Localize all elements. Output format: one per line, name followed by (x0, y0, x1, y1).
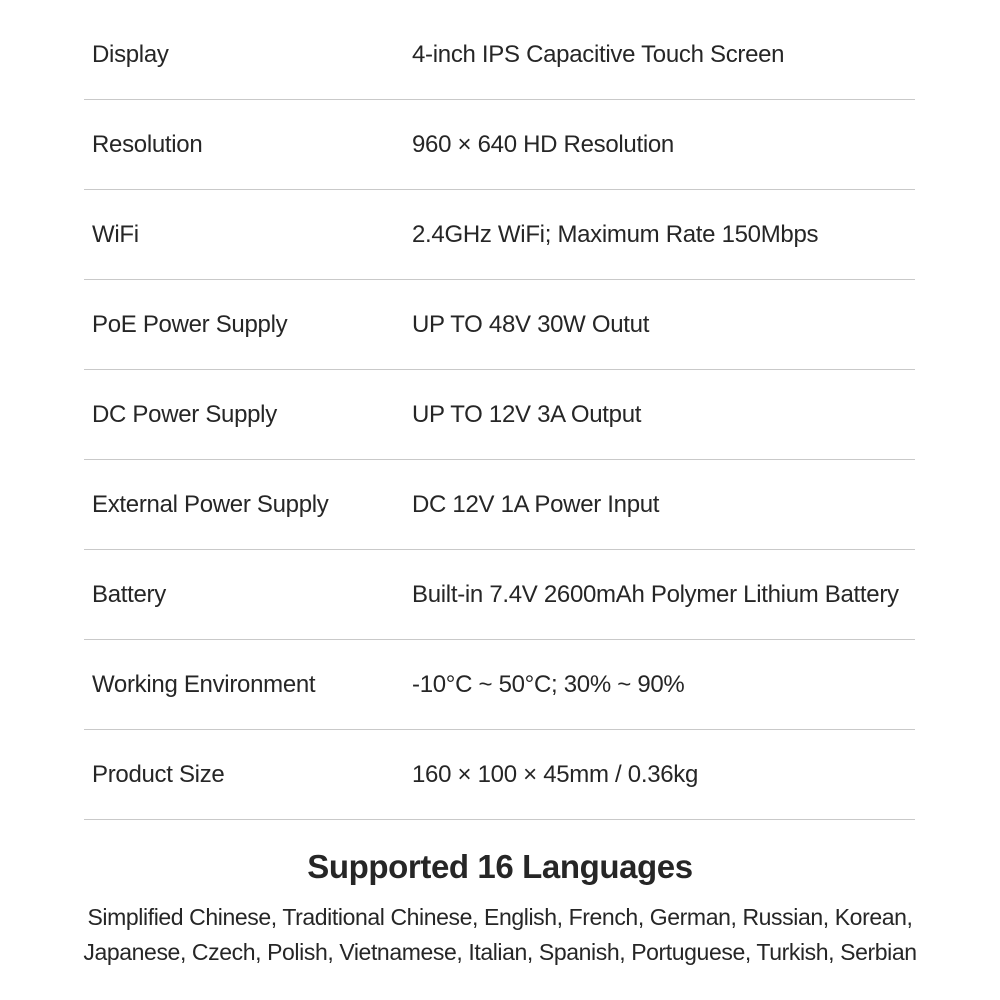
spec-value: DC 12V 1A Power Input (412, 490, 660, 518)
spec-row-dc-power-supply (84, 370, 915, 460)
spec-value: 960 × 640 HD Resolution (412, 130, 674, 158)
spec-value: 2.4GHz WiFi; Maximum Rate 150Mbps (412, 220, 819, 248)
spec-value: UP TO 48V 30W Outut (412, 310, 650, 338)
spec-label: Resolution (92, 130, 203, 158)
spec-value: Built-in 7.4V 2600mAh Polymer Lithium Battery (412, 580, 899, 608)
spec-row-wifi (84, 190, 915, 280)
spec-label: Product Size (92, 760, 225, 788)
languages-section (0, 848, 1000, 970)
spec-label: WiFi (92, 220, 139, 248)
spec-row-resolution (84, 100, 915, 190)
spec-value: UP TO 12V 3A Output (412, 400, 642, 428)
spec-label: Display (92, 40, 169, 68)
spec-label: Battery (92, 580, 166, 608)
languages-line-2: Japanese, Czech, Polish, Vietnamese, Italian, Spanish, Portuguese, Turkish, Serbian (83, 939, 917, 965)
languages-title: Supported 16 Languages (307, 848, 693, 885)
languages-line-1: Simplified Chinese, Traditional Chinese, English, French, German, Russian, Korean, (87, 904, 913, 930)
spec-label: Working Environment (92, 670, 316, 698)
spec-row-external-power-supply (84, 460, 915, 550)
spec-value: 160 × 100 × 45mm / 0.36kg (412, 760, 699, 788)
spec-value: -10°C ~ 50°C; 30% ~ 90% (412, 670, 685, 698)
spec-label: External Power Supply (92, 490, 329, 518)
spec-row-display (84, 10, 915, 100)
spec-row-product-size (84, 730, 915, 820)
spec-table (84, 10, 915, 820)
spec-label: DC Power Supply (92, 400, 277, 428)
spec-row-battery (84, 550, 915, 640)
spec-value: 4-inch IPS Capacitive Touch Screen (412, 40, 785, 68)
spec-row-poe-power-supply (84, 280, 915, 370)
spec-label: PoE Power Supply (92, 310, 288, 338)
spec-row-working-environment (84, 640, 915, 730)
languages-list (0, 900, 1000, 970)
